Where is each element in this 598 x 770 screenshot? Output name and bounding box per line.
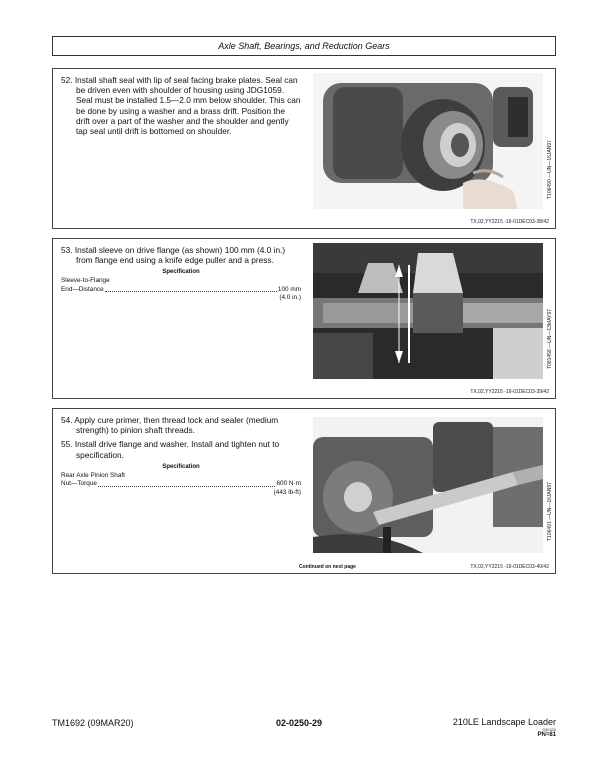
procedure-step-53 — [52, 238, 556, 399]
reference-code: TX,02,YY2215 -19-01DEC03-40/42 — [470, 564, 549, 570]
reference-code: TX,02,YY2215 -19-01DEC03-38/42 — [470, 219, 549, 225]
date-code: 030320 — [542, 727, 556, 732]
page-header — [52, 36, 556, 56]
step-54-text: 54. Apply cure primer, then thread lock and sealer (medium strength) to pinion shaft threads. — [61, 415, 279, 436]
spec-alt-value: (4.0 in.) — [279, 294, 301, 302]
procedure-step-54-55 — [52, 408, 556, 574]
leader-dots — [105, 286, 277, 292]
procedure-step-52 — [52, 68, 556, 229]
product-name: 210LE Landscape Loader — [452, 717, 556, 727]
spec-row — [61, 286, 301, 294]
step-text-column — [61, 245, 301, 303]
spec-heading: Specification — [162, 269, 200, 276]
step-55-photo — [313, 417, 543, 553]
step-text-column — [61, 75, 301, 140]
spec-value: 100 mm — [277, 285, 301, 293]
step-53-text: 53. Install sleeve on drive flange (as shown) 100 mm (4.0 in.) from flange end using a knife edge puller and a press. — [61, 245, 286, 266]
step-52-text: 52. Install shaft seal with lip of seal facing brake plates. Seal can be driven even with shoulder of housing using JDG1059. Seal must be installed 1.5—2.0 mm below shoulder. This can be done by using a washer and a brass drift. Position the drift over a part of the washer and the shoulder and gently tap seal until drift is bottomed on shoulder. — [61, 75, 301, 137]
spec-item: Rear Axle Pinion Shaft — [61, 471, 125, 479]
step-text-column — [61, 415, 301, 497]
reference-code: TX,02,YY2215 -19-01DEC03-39/42 — [470, 389, 549, 395]
footer-product-block — [453, 717, 556, 738]
spec-row — [61, 480, 301, 488]
spec-heading: Specification — [162, 463, 200, 470]
header-title: Axle Shaft, Bearings, and Reduction Gears — [218, 41, 390, 51]
step-52-photo — [313, 73, 543, 209]
figure-code: T081458 —UN—13MAY97 — [547, 309, 553, 369]
figure-code: T106490 —UN—16JAN97 — [547, 140, 553, 199]
pn-number: PN=81 — [537, 732, 556, 738]
spec-label: End—Distance — [61, 285, 104, 293]
spec-value: 600 N·m — [276, 480, 301, 488]
step-53-photo — [313, 243, 543, 379]
page-number: 02-0250-29 — [275, 718, 323, 728]
spec-item: Sleeve-to-Flange — [61, 277, 110, 285]
figure-code: T106491 —UN—16JAN97 — [547, 482, 553, 541]
spec-label: Nut—Torque — [61, 480, 97, 488]
manual-number: TM1692 (09MAR20) — [52, 718, 134, 728]
leader-dots — [98, 480, 276, 486]
continued-note: Continued on next page — [299, 564, 356, 570]
spec-alt-value: (443 lb-ft) — [273, 488, 301, 496]
step-55-text: 55. Install drive flange and washer. Install and tighten nut to specification. — [61, 439, 280, 460]
